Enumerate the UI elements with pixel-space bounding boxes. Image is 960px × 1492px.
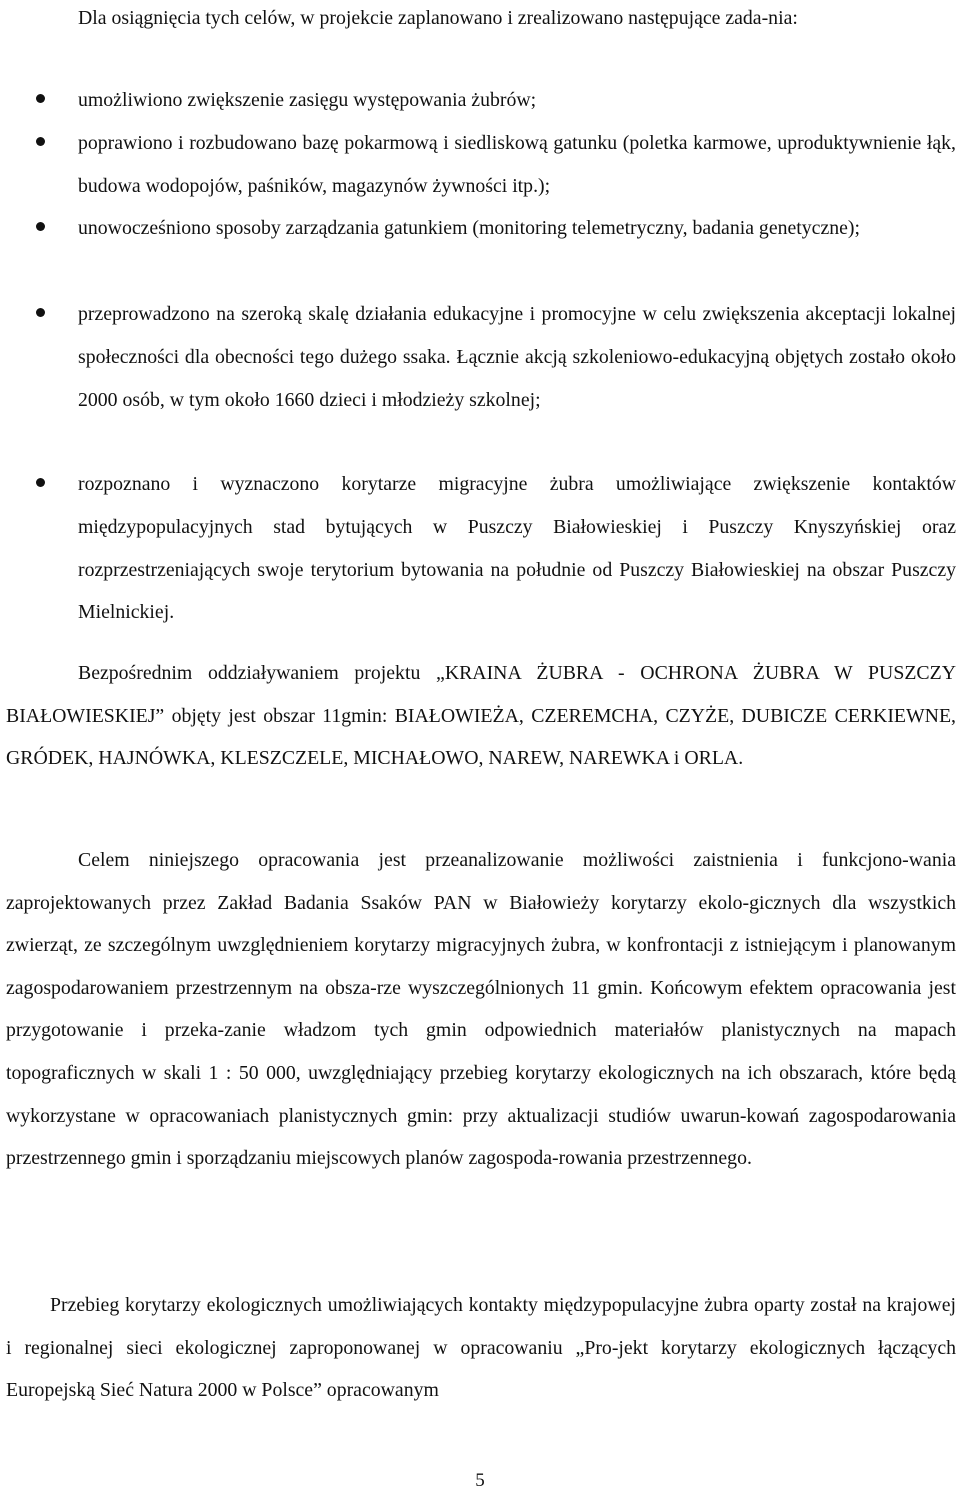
body-paragraph (6, 652, 956, 780)
body-paragraph (6, 839, 956, 1180)
intro-text: Dla osiągnięcia tych celów, w projekcie zaplanowano i zrealizowano następujące zada-nia: (78, 7, 798, 29)
list-item-text: umożliwiono zwiększenie zasięgu występowania żubrów; (78, 89, 537, 111)
list-item-text: przeprowadzono na szeroką skalę działania edukacyjne i promocyjne w celu zwiększenia akceptacji lokalnej społeczności dla obecności tego dużego ssaka. Łącznie akcją szkoleniowo-edukacyjną objętych zostało około 2000 osób, w tym około 1660 dzieci i młodzieży szkolnej; (78, 303, 956, 411)
page-number: 5 (475, 1470, 485, 1491)
intro-paragraph (6, 0, 956, 40)
list-item (78, 207, 956, 250)
paragraph-text: Bezpośrednim oddziaływaniem projektu „KRAINA ŻUBRA - OCHRONA ŻUBRA W PUSZCZY BIAŁOWIESKIEJ” objęty jest obszar 11gmin: BIAŁOWIEŻA, CZEREMCHA, CZYŻE, DUBICZE CERKIEWNE, GRÓDEK, HAJNÓWKA, KLESZCZELE, MICHAŁOWO, NAREW, NAREWKA i ORLA. (6, 662, 956, 770)
paragraph-text: Przebieg korytarzy ekologicznych umożliwiających kontakty międzypopulacyjne żubra oparty został na krajowej i regionalnej sieci ekologicznej zaproponowanej w opracowaniu „Pro-jekt korytarzy ekologicznych łączących Europejską Sieć Natura 2000 w Polsce” opracowanym (6, 1294, 956, 1402)
bullet-dot-icon (36, 222, 45, 231)
bullet-dot-icon (36, 308, 45, 317)
bullet-dot-icon (36, 478, 45, 487)
paragraph-text: Celem niniejszego opracowania jest przeanalizowanie możliwości zaistnienia i funkcjono-wania zaprojektowanych przez Zakład Badania Ssaków PAN w Białowieży korytarzy ekolo-gicznych dla wszystkich zwierząt, ze szczególnym uwzględnieniem korytarzy migracyjnych żubra, w konfrontacji z istniejącym i planowanym zagospodarowaniem przestrzennym na obsza-rze wyszczególnionych 11 gmin. Końcowym efektem opracowania jest przygotowanie i przeka-zanie władzom tych gmin odpowiednich materiałów planistycznych na mapach topograficznych w skali 1 : 50 000, uwzględniający przebieg korytarzy ekologicznych na ich obszarach, które będą wykorzystane w opracowaniach planistycznych gmin: przy aktualizacji studiów uwarun-kowań zagospodarowania przestrzennego gmin i sporządzaniu miejscowych planów zagospoda-rowania przestrzennego. (6, 849, 956, 1170)
body-paragraph (6, 1284, 956, 1412)
list-item (78, 122, 956, 208)
list-item-text: rozpoznano i wyznaczono korytarze migracyjne żubra umożliwiające zwiększenie kontaktów międzypopulacyjnych stad bytujących w Puszczy Białowieskiej i Puszczy Knyszyńskiej oraz rozprzestrzeniających swoje terytorium bytowania na południe od Puszczy Białowieskiej na obszar Puszczy Mielnickiej. (78, 473, 956, 624)
list-item-text: unowocześniono sposoby zarządzania gatunkiem (monitoring telemetryczny, badania genetyczne); (78, 217, 860, 239)
bullet-dot-icon (36, 94, 45, 103)
list-item-text: poprawiono i rozbudowano bazę pokarmową i siedliskową gatunku (poletka karmowe, uproduktywnienie łąk, budowa wodopojów, paśników, magazynów żywności itp.); (78, 132, 956, 197)
bullet-dot-icon (36, 137, 45, 146)
list-item (78, 79, 956, 122)
list-item (78, 293, 956, 421)
list-item (78, 463, 956, 634)
